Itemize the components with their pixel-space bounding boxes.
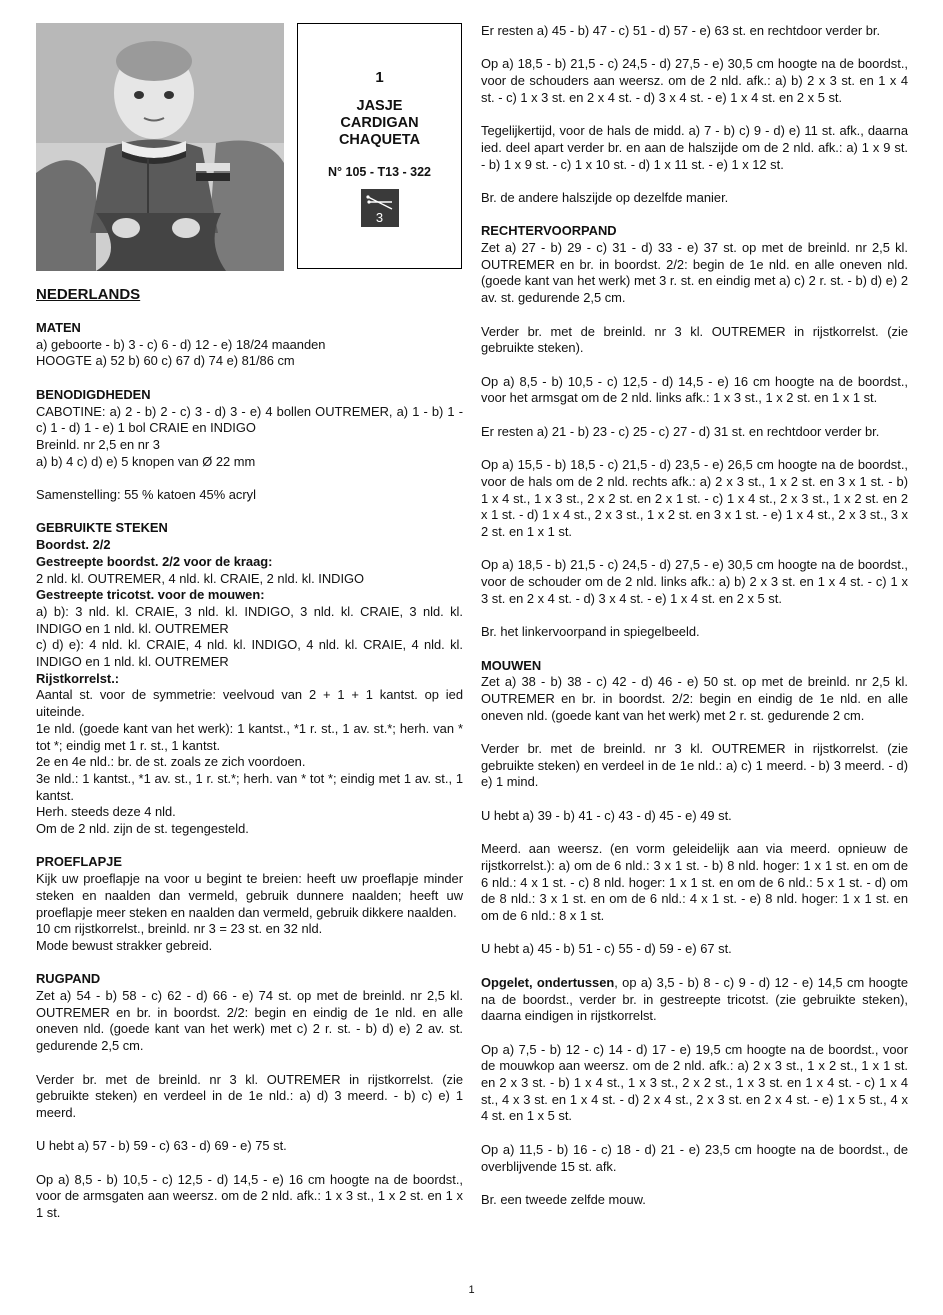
section-heading: GEBRUIKTE STEKEN — [36, 520, 168, 536]
section-paragraph: Verder br. met de breinld. nr 3 kl. OUTREMER in rijstkorrelst. (zie gebruikte steken). — [481, 323, 908, 356]
section-heading: RUGPAND — [36, 971, 101, 987]
section-paragraph: Tegelijkertijd, voor de hals de midd. a) 7 - b) c) 9 - d) e) 11 st. afk., daarna ied. deel apart verder br. en aan de halszijde om de 2 nld. afk.: a) 1 x 9 st. - b) 1 x 9 st. - c) 1 x 10 st. - d) 1 x 11 st. - e) 1 x 12 st. — [481, 123, 908, 172]
section-paragraph: Kijk uw proeflapje na voor u begint te breien: heeft uw proeflapje minder steken en naalden dan vermeld, gebruik dunnere naalden; heeft uw proeflapje meer steken en naalden dan vermeld, gebruik dikkere naalden. — [36, 871, 463, 920]
section-paragraph: 3e nld.: 1 kantst., *1 av. st., 1 r. st.*; herh. van * tot *; eindig met 1 av. st., 1 kantst. — [36, 770, 463, 803]
baby-cardigan-photo — [36, 23, 284, 271]
section-paragraph: U hebt a) 57 - b) 59 - c) 63 - d) 69 - e) 75 st. — [36, 1138, 287, 1154]
section-heading: BENODIGDHEDEN — [36, 386, 151, 402]
section-paragraph: Zet a) 54 - b) 58 - c) 62 - d) 66 - e) 74 st. op met de breinld. nr 2,5 kl. OUTREMER en br. in boordst. 2/2: begin en eindig de 1e nld. en alle oneven nld. (goede kant van het werk) met c) 2 r. st. - b) d) e) 2 av. st. gedurende 2,5 cm. — [36, 988, 463, 1054]
section-heading: PROEFLAPJE — [36, 854, 122, 870]
section-paragraph: Op a) 8,5 - b) 10,5 - c) 12,5 - d) 14,5 - e) 16 cm hoogte na de boordst., voor het armsgat om de 2 nld. links afk.: 1 x 3 st., 1 x 2 st. en 1 x 1 st. — [481, 373, 908, 406]
right-text-column — [481, 23, 908, 1209]
title-line: JASJE — [356, 98, 403, 114]
emphasis-text: Opgelet, ondertussen — [481, 974, 615, 990]
section-heading: MATEN — [36, 320, 81, 335]
section-heading: Boordst. 2/2 — [36, 537, 111, 553]
section-paragraph: a) b) 4 c) d) e) 5 knopen van Ø 22 mm — [36, 453, 256, 469]
left-text-column — [36, 286, 463, 1222]
section-paragraph: 2 nld. kl. OUTREMER, 4 nld. kl. CRAIE, 2 nld. kl. INDIGO — [36, 570, 365, 586]
section-paragraph: Op a) 11,5 - b) 16 - c) 18 - d) 21 - e) 23,5 cm hoogte na de boordst., de overblijvende 15 st. afk. — [481, 1141, 908, 1174]
section-paragraph: Herh. steeds deze 4 nld. — [36, 804, 176, 820]
section-paragraph: Zet a) 27 - b) 29 - c) 31 - d) 33 - e) 37 st. op met de breinld. nr 2,5 kl. OUTREMER en br. in boordst. 2/2: begin de 1e nld. en alle oneven nld. (goede kant van het werk) met 3 r. st. en eindig met a) c) 2 r. st. - b) d) e) 2 av. st. gedurende 2,5 cm. — [481, 240, 908, 306]
section-paragraph: Mode bewust strakker gebreid. — [36, 937, 213, 953]
section-paragraph: Meerd. aan weersz. (en vorm geleidelijk aan via meerd. opnieuw de rijstkorrelst.): a) om de 6 nld.: 3 x 1 st. - b) 8 nld. hoger: 1 x 1 st. en om de 6 nld.: 4 x 1 st. - c) 8 nld. hoger: 1 x 1 st. en om de 6 nld.: 5 x 1 st. - d) om de 8 nld.: 3 x 1 st. en om de 6 nld.: 4 x 1 st. - e) 8 nld. hoger: 1 x 1 st. en om de 6 nld.: 8 x 1 st. — [481, 841, 908, 924]
title-line: CARDIGAN — [340, 115, 419, 131]
section-paragraph: 2e en 4e nld.: br. de st. zoals ze zich voordoen. — [36, 754, 306, 770]
section-paragraph: Samenstelling: 55 % katoen 45% acryl — [36, 487, 256, 502]
section-paragraph: Op a) 8,5 - b) 10,5 - c) 12,5 - d) 14,5 - e) 16 cm hoogte na de boordst., voor de armsgaten aan weersz. om de 2 nld. afk.: 1 x 3 st., 1 x 2 st. en 1 x 1 st. — [36, 1171, 463, 1221]
section-heading: Rijstkorrelst.: — [36, 670, 120, 686]
section-paragraph: Op a) 18,5 - b) 21,5 - c) 24,5 - d) 27,5 - e) 30,5 cm hoogte na de boordst., voor de schouder om de 2 nld. links afk.: a) b) 2 x 3 st. en 1 x 4 st. - c) 1 x 3 st. en 2 x 4 st. - d) 3 x 4 st. - e) 1 x 4 st. en 2 x 5 st. — [481, 557, 908, 606]
section-paragraph: Br. een tweede zelfde mouw. — [481, 1191, 646, 1207]
section-paragraph: Er resten a) 45 - b) 47 - c) 51 - d) 57 - e) 63 st. en rechtdoor verder br. — [481, 23, 881, 38]
section-heading: Gestreepte boordst. 2/2 voor de kraag: — [36, 553, 273, 569]
section-paragraph: Verder br. met de breinld. nr 3 kl. OUTREMER in rijstkorrelst. (zie gebruikte steken) en verdeel in de 1e nld.: a) c) 1 meerd. - b) 3 meerd. - d) e) 1 mind. — [481, 741, 908, 790]
section-paragraph: a) geboorte - b) 3 - c) 6 - d) 12 - e) 18/24 maanden — [36, 336, 326, 352]
section-heading: MOUWEN — [481, 657, 542, 673]
section-paragraph: Op a) 15,5 - b) 18,5 - c) 21,5 - d) 23,5 - e) 26,5 cm hoogte na de boordst., voor de hals om de 2 nld. rechts afk.: a) 2 x 3 st., 1 x 2 st. en 3 x 1 st. - b) 1 x 4 st., 1 x 3 st., 2 x 2 st. en 2 x 1 st. - c) 1 x 4 st., 2 x 3 st., 1 x 2 st. en 2 x 1 st. - d) 1 x 4 st., 2 x 3 st., 1 x 2 st. en 3 x 1 st. - e) 1 x 4 st., 2 x 3 st., 3 x 2 st. en 1 x 1 st. — [481, 457, 908, 539]
section-paragraph: U hebt a) 45 - b) 51 - c) 55 - d) 59 - e) 67 st. — [481, 941, 732, 957]
section-paragraph: Op a) 18,5 - b) 21,5 - c) 24,5 - d) 27,5 - e) 30,5 cm hoogte na de boordst., voor de schouders aan weersz. om de 2 nld. afk.: a) b) 2 x 3 st. en 1 x 4 st. - c) 1 x 3 st. en 2 x 4 st. - d) 3 x 4 st. - e) 1 x 4 st. en 2 x 5 st. — [481, 56, 908, 105]
section-paragraph — [481, 975, 908, 1025]
section-paragraph: HOOGTE a) 52 b) 60 c) 67 d) 74 e) 81/86 cm — [36, 353, 295, 369]
section-paragraph: Br. de andere halszijde op dezelfde manier. — [481, 189, 729, 205]
pattern-title — [298, 98, 461, 149]
section-paragraph: U hebt a) 39 - b) 41 - c) 43 - d) 45 - e) 49 st. — [481, 807, 732, 823]
section-paragraph: Br. het linkervoorpand in spiegelbeeld. — [481, 624, 700, 640]
section-paragraph: Er resten a) 21 - b) 23 - c) 25 - c) 27 - d) 31 st. en rechtdoor verder br. — [481, 423, 880, 439]
page-number: 1 — [468, 1284, 475, 1296]
pattern-number: 1 — [375, 69, 384, 86]
section-paragraph: Zet a) 38 - b) 38 - c) 42 - d) 46 - e) 50 st. op met de breinld. nr 2,5 kl. OUTREMER en br. in boordst. 2/2: begin en eindig de 1e nld. en alle oneven nld. (goede kant van het werk) met 2 r. st. gedurende 2 cm. — [481, 674, 908, 723]
section-paragraph: Om de 2 nld. zijn de st. tegengesteld. — [36, 821, 249, 837]
paragraph-text: , op a) 3,5 - b) 8 - c) 9 - d) 12 - e) 14,5 cm hoogte na de boordst., verder br. in gestreepte tricotst. (zie gebruikte steken), daarna eindigen in rijstkorrelst. — [481, 974, 908, 1024]
language-heading: NEDERLANDS — [36, 286, 141, 303]
section-paragraph: Aantal st. voor de symmetrie: veelvoud van 2 + 1 + 1 kantst. op ied uiteinde. — [36, 687, 463, 720]
section-paragraph: c) d) e): 4 nld. kl. CRAIE, 4 nld. kl. INDIGO, 4 nld. kl. CRAIE, 4 nld. kl. INDIGO en 1 nld. kl. OUTREMER — [36, 637, 463, 670]
section-paragraph: Verder br. met de breinld. nr 3 kl. OUTREMER in rijstkorrelst. (zie gebruikte steken) en verdeel in de 1e nld.: a) d) 3 meerd. - b) c) e) 1 meerd. — [36, 1071, 463, 1120]
section-heading: Gestreepte tricotst. voor de mouwen: — [36, 587, 265, 603]
needle-size: 3 — [375, 210, 384, 225]
pattern-code: N° 105 - T13 - 322 — [328, 165, 431, 179]
section-heading: RECHTERVOORPAND — [481, 223, 617, 239]
needle-size-badge — [361, 189, 399, 227]
section-paragraph: Op a) 7,5 - b) 12 - c) 14 - d) 17 - e) 19,5 cm hoogte na de boordst., voor de mouwkop aan weersz. om de 2 nld. afk.: a) 2 x 3 st., 1 x 2 st., 1 x 1 st. en 2 x 3 st. - b) 1 x 4 st., 1 x 3 st., 2 x 2 st., 1 x 3 st. en 1 x 4 st. - c) 1 x 4 st., 4 x 3 st. en 1 x 4 st. - d) 2 x 4 st., 2 x 3 st. en 2 x 4 st. - e) 1 x 5 st., 4 x 4 st. en 1 x 5 st. — [481, 1041, 908, 1124]
section-paragraph: a) b): 3 nld. kl. CRAIE, 3 nld. kl. INDIGO, 3 nld. kl. CRAIE, 3 nld. kl. INDIGO en 1 nld. kl. OUTREMER — [36, 603, 463, 636]
section-paragraph: 1e nld. (goede kant van het werk): 1 kantst., *1 r. st., 1 av. st.*; herh. van * tot *; eindig met 1 r. st., 1 kantst. — [36, 720, 463, 753]
section-paragraph: Breinld. nr 2,5 en nr 3 — [36, 436, 160, 452]
section-paragraph: 10 cm rijstkorrelst., breinld. nr 3 = 23 st. en 32 nld. — [36, 921, 323, 937]
section-paragraph: CABOTINE: a) 2 - b) 2 - c) 3 - d) 3 - e) 4 bollen OUTREMER, a) 1 - b) 1 - c) 1 - d) 1 - e) 1 bol CRAIE en INDIGO — [36, 403, 463, 436]
pattern-title-box — [297, 23, 462, 269]
title-line: CHAQUETA — [338, 132, 421, 148]
